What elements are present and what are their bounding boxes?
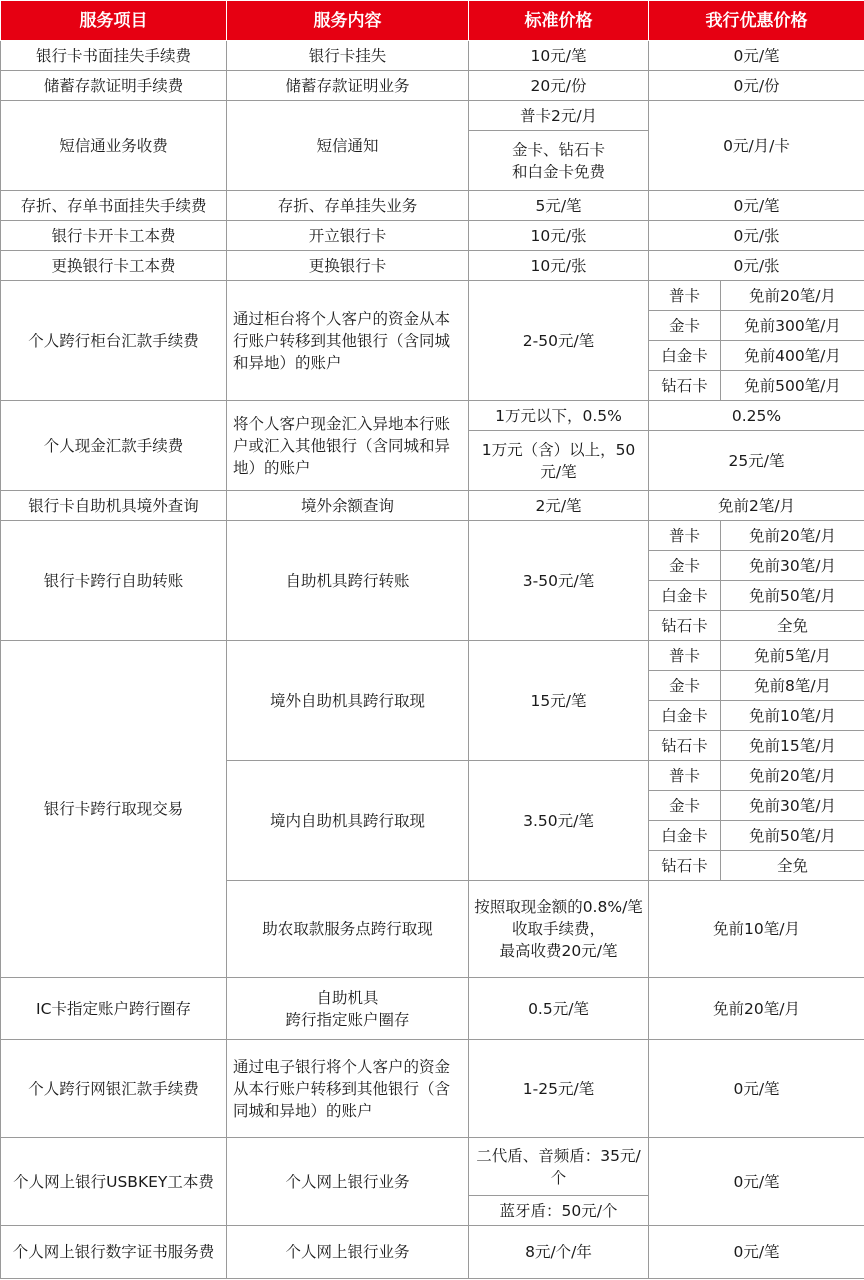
content-cell: 存折、存单挂失业务 (227, 191, 469, 221)
std-price-cell: 按照取现金额的0.8%/笔收取手续费， 最高收费20元/笔 (469, 881, 649, 978)
content-cell: 境外余额查询 (227, 491, 469, 521)
content-cell: 境内自助机具跨行取现 (227, 761, 469, 881)
tier-value-cell: 免前400笔/月 (721, 341, 864, 371)
item-cell: 银行卡书面挂失手续费 (1, 41, 227, 71)
content-cell: 境外自助机具跨行取现 (227, 641, 469, 761)
std-price-cell: 0.5元/笔 (469, 978, 649, 1040)
table-row (1, 641, 864, 671)
std-price-cell: 2元/笔 (469, 491, 649, 521)
tier-value-cell: 免前500笔/月 (721, 371, 864, 401)
std-price-cell: 3-50元/笔 (469, 521, 649, 641)
content-cell: 通过柜台将个人客户的资金从本行账户转移到其他银行（含同城和异地）的账户 (227, 281, 469, 401)
tier-value-cell: 免前20笔/月 (721, 761, 864, 791)
std-price-cell: 10元/笔 (469, 41, 649, 71)
content-cell: 通过电子银行将个人客户的资金从本行账户转移到其他银行（含同城和异地）的账户 (227, 1040, 469, 1138)
item-cell: 更换银行卡工本费 (1, 251, 227, 281)
tier-value-cell: 免前30笔/月 (721, 791, 864, 821)
tier-card-cell: 普卡 (649, 521, 721, 551)
table-row (1, 101, 864, 131)
std-price-cell: 3.50元/笔 (469, 761, 649, 881)
tier-card-cell: 白金卡 (649, 581, 721, 611)
tier-value-cell: 免前300笔/月 (721, 311, 864, 341)
item-cell: 银行卡跨行自助转账 (1, 521, 227, 641)
item-cell: 个人跨行网银汇款手续费 (1, 1040, 227, 1138)
promo-price-cell: 0元/笔 (649, 1138, 864, 1226)
promo-price-cell: 0元/张 (649, 221, 864, 251)
item-cell: 银行卡开卡工本费 (1, 221, 227, 251)
content-cell: 自助机具 跨行指定账户圈存 (227, 978, 469, 1040)
promo-price-cell: 0.25% (649, 401, 864, 431)
table-row (1, 281, 864, 311)
header-standard-price: 标准价格 (469, 1, 649, 41)
tier-card-cell: 钻石卡 (649, 851, 721, 881)
promo-price-cell: 0元/笔 (649, 1040, 864, 1138)
item-cell: 个人跨行柜台汇款手续费 (1, 281, 227, 401)
tier-value-cell: 免前30笔/月 (721, 551, 864, 581)
header-row (1, 1, 864, 41)
tier-card-cell: 金卡 (649, 671, 721, 701)
content-cell: 储蓄存款证明业务 (227, 71, 469, 101)
header-content: 服务内容 (227, 1, 469, 41)
std-price-cell: 蓝牙盾：50元/个 (469, 1196, 649, 1226)
promo-price-cell: 免前10笔/月 (649, 881, 864, 978)
tier-value-cell: 免前10笔/月 (721, 701, 864, 731)
tier-card-cell: 钻石卡 (649, 731, 721, 761)
tier-value-cell: 免前20笔/月 (721, 521, 864, 551)
tier-value-cell: 全免 (721, 851, 864, 881)
content-cell: 短信通知 (227, 101, 469, 191)
tier-card-cell: 金卡 (649, 791, 721, 821)
item-cell: 储蓄存款证明手续费 (1, 71, 227, 101)
promo-price-cell: 免前20笔/月 (649, 978, 864, 1040)
item-cell: 存折、存单书面挂失手续费 (1, 191, 227, 221)
header-promo-price: 我行优惠价格 (649, 1, 864, 41)
std-price-cell: 8元/个/年 (469, 1226, 649, 1279)
tier-card-cell: 普卡 (649, 641, 721, 671)
tier-card-cell: 金卡 (649, 551, 721, 581)
item-cell: 银行卡自助机具境外查询 (1, 491, 227, 521)
table-row (1, 1226, 864, 1279)
content-cell: 自助机具跨行转账 (227, 521, 469, 641)
std-price-cell: 2-50元/笔 (469, 281, 649, 401)
content-cell: 助农取款服务点跨行取现 (227, 881, 469, 978)
content-cell: 将个人客户现金汇入异地本行账户或汇入其他银行（含同城和异地）的账户 (227, 401, 469, 491)
tier-value-cell: 免前8笔/月 (721, 671, 864, 701)
promo-price-cell: 0元/月/卡 (649, 101, 864, 191)
std-price-cell: 20元/份 (469, 71, 649, 101)
content-cell: 个人网上银行业务 (227, 1138, 469, 1226)
promo-price-cell: 0元/份 (649, 71, 864, 101)
item-cell: 个人网上银行USBKEY工本费 (1, 1138, 227, 1226)
std-price-cell: 10元/张 (469, 221, 649, 251)
item-cell: 个人网上银行数字证书服务费 (1, 1226, 227, 1279)
tier-card-cell: 普卡 (649, 761, 721, 791)
table-row (1, 221, 864, 251)
table-row (1, 491, 864, 521)
content-cell: 开立银行卡 (227, 221, 469, 251)
std-price-cell: 金卡、钻石卡 和白金卡免费 (469, 131, 649, 191)
tier-value-cell: 免前5笔/月 (721, 641, 864, 671)
item-cell: 短信通业务收费 (1, 101, 227, 191)
std-price-cell: 二代盾、音频盾：35元/个 (469, 1138, 649, 1196)
table-row (1, 978, 864, 1040)
table-row (1, 251, 864, 281)
table-row (1, 71, 864, 101)
std-price-cell: 1万元（含）以上，50元/笔 (469, 431, 649, 491)
table-row (1, 521, 864, 551)
item-cell: 银行卡跨行取现交易 (1, 641, 227, 978)
tier-value-cell: 全免 (721, 611, 864, 641)
promo-price-cell: 0元/笔 (649, 191, 864, 221)
tier-value-cell: 免前50笔/月 (721, 581, 864, 611)
tier-card-cell: 白金卡 (649, 701, 721, 731)
tier-card-cell: 钻石卡 (649, 611, 721, 641)
tier-value-cell: 免前50笔/月 (721, 821, 864, 851)
promo-price-cell: 25元/笔 (649, 431, 864, 491)
header-item: 服务项目 (1, 1, 227, 41)
content-cell: 更换银行卡 (227, 251, 469, 281)
promo-price-cell: 0元/笔 (649, 1226, 864, 1279)
tier-card-cell: 金卡 (649, 311, 721, 341)
content-cell: 个人网上银行业务 (227, 1226, 469, 1279)
std-price-cell: 10元/张 (469, 251, 649, 281)
std-price-cell: 普卡2元/月 (469, 101, 649, 131)
promo-price-cell: 免前2笔/月 (649, 491, 864, 521)
item-cell: IC卡指定账户跨行圈存 (1, 978, 227, 1040)
table-row (1, 41, 864, 71)
tier-card-cell: 钻石卡 (649, 371, 721, 401)
tier-value-cell: 免前20笔/月 (721, 281, 864, 311)
std-price-cell: 5元/笔 (469, 191, 649, 221)
table-row (1, 1138, 864, 1196)
tier-value-cell: 免前15笔/月 (721, 731, 864, 761)
std-price-cell: 15元/笔 (469, 641, 649, 761)
promo-price-cell: 0元/笔 (649, 41, 864, 71)
content-cell: 银行卡挂失 (227, 41, 469, 71)
table-row (1, 1040, 864, 1138)
item-cell: 个人现金汇款手续费 (1, 401, 227, 491)
std-price-cell: 1-25元/笔 (469, 1040, 649, 1138)
table-row (1, 401, 864, 431)
promo-price-cell: 0元/张 (649, 251, 864, 281)
tier-card-cell: 白金卡 (649, 341, 721, 371)
tier-card-cell: 白金卡 (649, 821, 721, 851)
std-price-cell: 1万元以下，0.5% (469, 401, 649, 431)
tier-card-cell: 普卡 (649, 281, 721, 311)
table-row (1, 191, 864, 221)
